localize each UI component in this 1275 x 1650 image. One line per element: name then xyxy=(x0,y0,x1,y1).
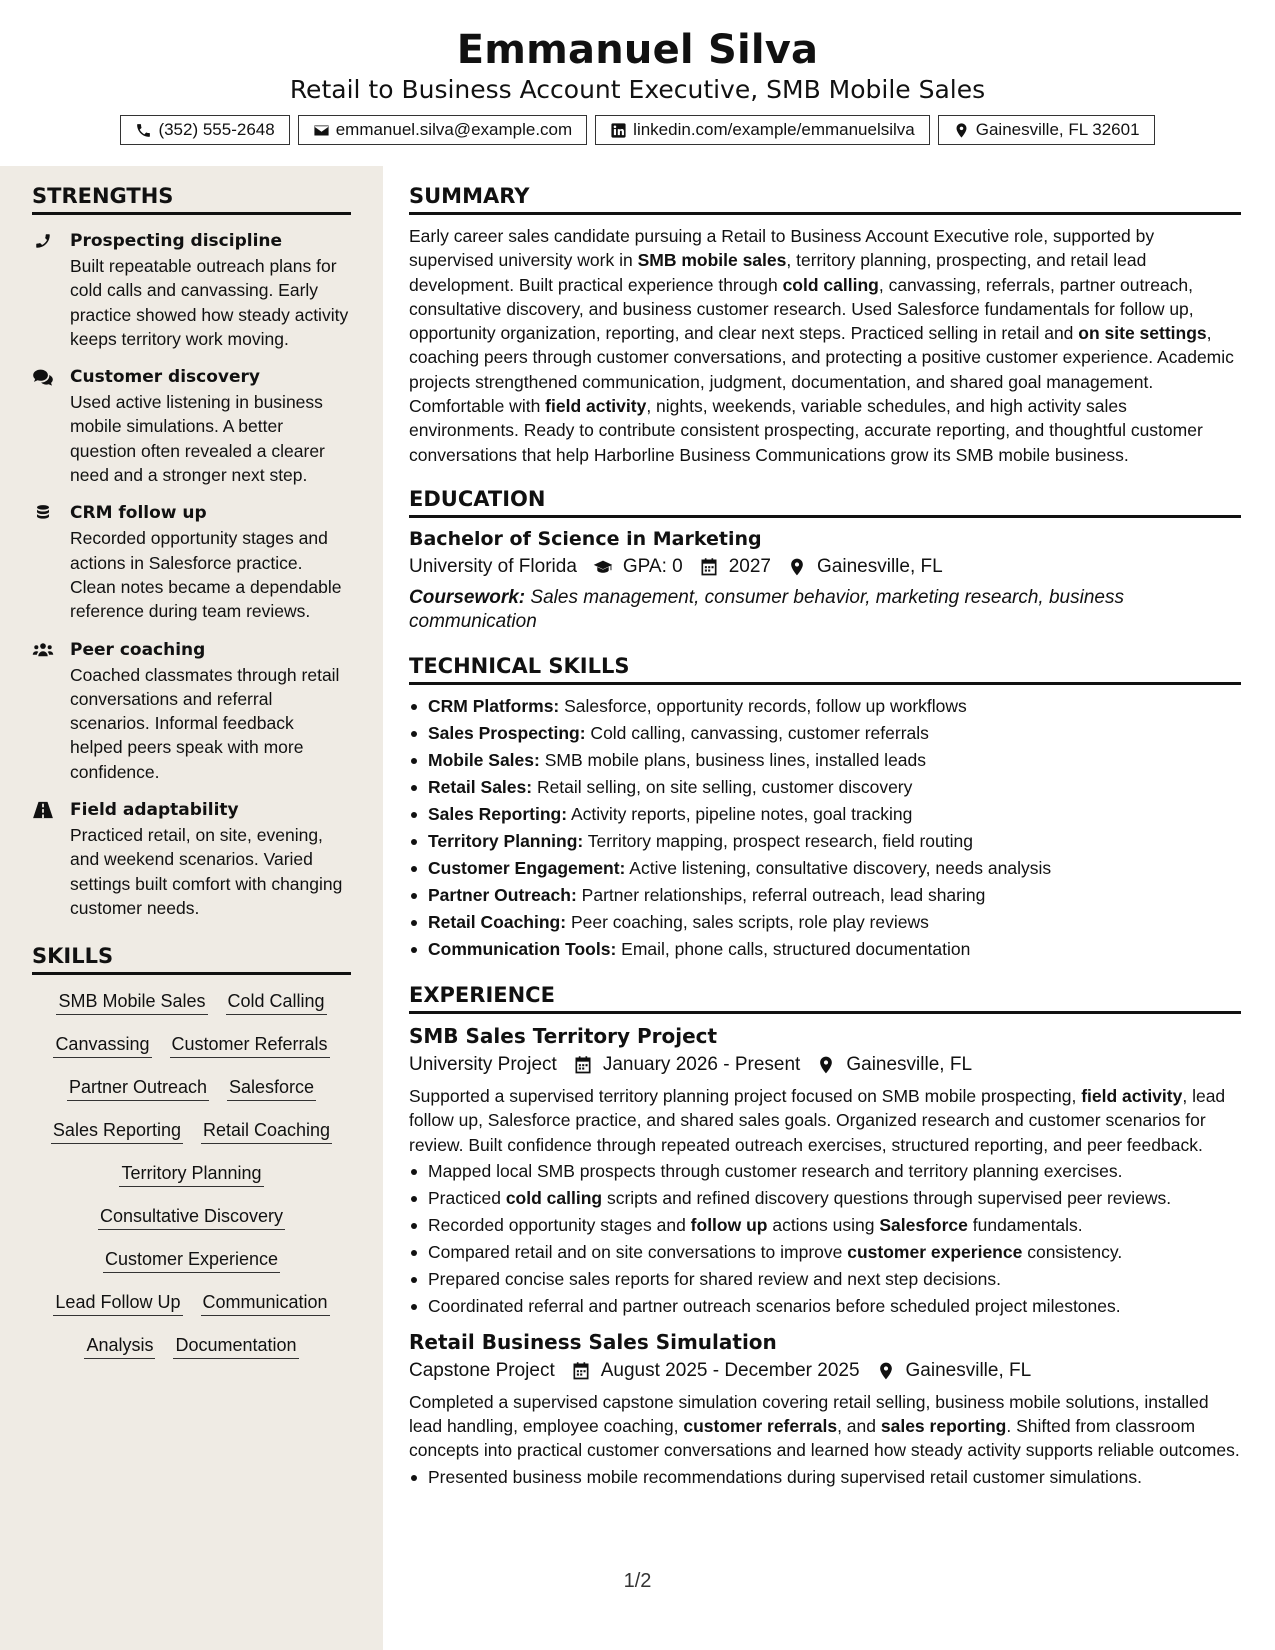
skills-heading: SKILLS xyxy=(32,942,351,975)
strength-desc: Used active listening in business mobile simulations. A better question often revealed a clearer need and a stronger next step. xyxy=(70,392,325,486)
page-number: 1/2 xyxy=(623,1570,652,1592)
strength-desc: Practiced retail, on site, evening, and weekend scenarios. Varied settings built comfort with changing customer needs. xyxy=(70,825,343,918)
summary-text xyxy=(409,224,1241,467)
list-item xyxy=(409,828,1241,855)
skill-tag: SMB Mobile Sales xyxy=(56,989,207,1015)
text-run: consistency. xyxy=(1022,1241,1123,1262)
job-bullets xyxy=(409,1158,1241,1320)
job-summary xyxy=(409,1390,1241,1463)
strength-item xyxy=(32,501,351,623)
emphasis-text: on site settings xyxy=(1078,323,1207,344)
linkedin-icon xyxy=(610,122,627,139)
list-item xyxy=(409,855,1241,882)
list-item xyxy=(409,882,1241,909)
contact-email-text: emmanuel.silva@example.com xyxy=(335,120,573,139)
database-icon xyxy=(32,504,54,522)
gpa: GPA: 0 xyxy=(622,555,683,577)
strengths-list xyxy=(32,229,351,920)
text-run: Coordinated referral and partner outreach scenarios before scheduled project milestones. xyxy=(428,1295,1121,1316)
skill-value: Activity reports, pipeline notes, goal tracking xyxy=(567,803,913,824)
list-item xyxy=(409,774,1241,801)
job-dates: January 2026 - Present xyxy=(602,1053,801,1075)
strength-item xyxy=(32,798,351,920)
strength-item xyxy=(32,365,351,487)
education-location: Gainesville, FL xyxy=(817,555,943,577)
strength-item xyxy=(32,229,351,351)
contact-phone-text: (352) 555-2648 xyxy=(158,120,275,139)
list-item xyxy=(409,1293,1241,1320)
skill-value: Active listening, consultative discovery, needs analysis xyxy=(625,857,1052,878)
list-item xyxy=(409,1266,1241,1293)
skill-label: Mobile Sales: xyxy=(428,749,540,770)
text-run: , and xyxy=(837,1416,881,1437)
skill-label: CRM Platforms: xyxy=(428,695,560,716)
text-run: , lead follow up, Salesforce practice, and shared sales goals. Organized research and customer scenarios for review. Built confidence through repeated outreach exercises, structured reporting, and peer feedback. xyxy=(409,1085,1226,1155)
users-icon xyxy=(32,641,54,659)
strength-desc: Built repeatable outreach plans for cold calls and canvassing. Early practice showed how steady activity keeps territory work moving. xyxy=(70,256,349,349)
skill-value: SMB mobile plans, business lines, installed leads xyxy=(539,749,927,770)
skill-tag: Sales Reporting xyxy=(51,1118,183,1144)
candidate-title: Retail to Business Account Executive, SMB Mobile Sales xyxy=(289,75,986,104)
contact-linkedin[interactable] xyxy=(595,115,930,145)
list-item xyxy=(409,693,1241,720)
calendar-icon xyxy=(573,1055,593,1075)
text-run: Completed a supervised capstone simulation covering retail selling, business mobile solutions, installed lead handling, employee coaching, xyxy=(409,1391,1209,1437)
skill-tag: Documentation xyxy=(173,1333,298,1359)
emphasis-text: customer experience xyxy=(847,1241,1023,1262)
list-item xyxy=(409,747,1241,774)
emphasis-text: field activity xyxy=(1081,1085,1183,1106)
text-run: fundamentals. xyxy=(967,1214,1083,1235)
text-run: Early career sales candidate pursuing a Retail to Business Account Executive role, supported by supervised university work in xyxy=(409,226,1155,271)
list-item xyxy=(409,1212,1241,1239)
text-run: actions using xyxy=(767,1214,880,1235)
graduation-cap-icon xyxy=(593,557,613,577)
sidebar xyxy=(0,166,383,1650)
contact-location-text: Gainesville, FL 32601 xyxy=(975,120,1140,139)
skill-label: Sales Prospecting: xyxy=(428,722,586,743)
skill-tag: Canvassing xyxy=(53,1032,151,1058)
job-bullets xyxy=(409,1464,1241,1491)
skill-label: Partner Outreach: xyxy=(428,884,577,905)
road-icon xyxy=(32,801,54,819)
text-run: Presented business mobile recommendations during supervised retail customer simulations. xyxy=(428,1466,1142,1487)
job-title: Retail Business Sales Simulation xyxy=(409,1329,777,1354)
technical-skills-heading: TECHNICAL SKILLS xyxy=(409,652,1241,685)
map-pin-icon xyxy=(953,122,970,139)
map-pin-icon xyxy=(876,1361,896,1381)
skill-value: Retail selling, on site selling, customer discovery xyxy=(532,776,913,797)
calendar-icon xyxy=(699,557,719,577)
skill-value: Salesforce, opportunity records, follow up workflows xyxy=(559,695,967,716)
list-item xyxy=(409,1158,1241,1185)
text-run: Compared retail and on site conversations to improve xyxy=(428,1241,848,1262)
skill-tag: Customer Referrals xyxy=(170,1032,330,1058)
job-org: University Project xyxy=(409,1053,557,1075)
contact-phone[interactable] xyxy=(120,115,289,145)
degree: Bachelor of Science in Marketing xyxy=(409,527,762,550)
strength-title: Prospecting discipline xyxy=(70,231,283,251)
graduation-year: 2027 xyxy=(728,555,772,577)
emphasis-text: Salesforce xyxy=(879,1214,968,1235)
education-heading: EDUCATION xyxy=(409,485,1241,518)
text-run: , territory planning, prospecting, and retail lead development. Built practical experience through xyxy=(409,250,1147,295)
emphasis-text: customer referrals xyxy=(683,1416,838,1437)
text-run: , nights, weekends, variable schedules, and high activity sales environments. Ready to contribute consistent prospecting, accurate reporting, and thoughtful customer conversations that help Harborline Business Communications grow its SMB mobile business. xyxy=(409,396,1203,465)
strengths-heading: STRENGTHS xyxy=(32,182,351,215)
list-item xyxy=(409,909,1241,936)
job-location: Gainesville, FL xyxy=(846,1053,973,1075)
summary-heading: SUMMARY xyxy=(409,182,1241,215)
job-meta xyxy=(409,1050,1241,1080)
technical-skills-list xyxy=(409,693,1241,963)
main-column xyxy=(409,166,1241,1491)
text-run: scripts and refined discovery questions through supervised peer reviews. xyxy=(602,1187,1172,1208)
text-run: . Shifted from classroom concepts into practical customer conversations and learned how steady activity supports reliable outcomes. xyxy=(409,1416,1240,1461)
resume-header xyxy=(0,0,1275,166)
calendar-icon xyxy=(571,1361,591,1381)
list-item xyxy=(409,1185,1241,1212)
skill-tag: Consultative Discovery xyxy=(98,1204,285,1230)
list-item xyxy=(409,720,1241,747)
list-item xyxy=(409,1239,1241,1266)
emphasis-text: cold calling xyxy=(505,1187,603,1208)
education-meta xyxy=(409,552,1241,582)
text-run: Recorded opportunity stages and xyxy=(428,1214,691,1235)
strength-item xyxy=(32,638,351,784)
skill-tag: Communication xyxy=(201,1290,330,1316)
coursework-label: Coursework: xyxy=(409,586,526,608)
contact-location xyxy=(938,115,1155,145)
text-run: Supported a supervised territory planning project focused on SMB mobile prospecting, xyxy=(409,1085,1082,1106)
text-run: Prepared concise sales reports for shared review and next step decisions. xyxy=(428,1268,1001,1289)
skill-tag: Retail Coaching xyxy=(201,1118,332,1144)
list-item xyxy=(409,801,1241,828)
emphasis-text: field activity xyxy=(545,396,647,417)
skill-tag: Analysis xyxy=(84,1333,155,1359)
strength-title: Customer discovery xyxy=(70,367,260,388)
job-entry xyxy=(409,1328,1241,1491)
skill-label: Sales Reporting: xyxy=(428,803,568,824)
skill-label: Customer Engagement: xyxy=(428,857,626,878)
comments-icon xyxy=(32,368,54,386)
skill-tag: Customer Experience xyxy=(103,1247,280,1273)
map-pin-icon xyxy=(787,557,807,577)
job-location: Gainesville, FL xyxy=(905,1359,1032,1381)
job-org: Capstone Project xyxy=(409,1359,555,1381)
coursework xyxy=(409,586,1241,634)
emphasis-text: cold calling xyxy=(782,274,879,295)
list-item xyxy=(409,1464,1241,1491)
skill-label: Communication Tools: xyxy=(428,938,617,959)
strength-title: Peer coaching xyxy=(70,639,206,660)
skill-value: Territory mapping, prospect research, field routing xyxy=(583,830,973,851)
strength-title: CRM follow up xyxy=(70,503,207,524)
emphasis-text: sales reporting xyxy=(880,1416,1007,1437)
skill-tag: Lead Follow Up xyxy=(53,1290,182,1316)
skills-tags xyxy=(32,989,351,1359)
skill-value: Peer coaching, sales scripts, role play reviews xyxy=(566,911,929,932)
candidate-name: Emmanuel Silva xyxy=(456,27,819,73)
skill-value: Partner relationships, referral outreach, lead sharing xyxy=(576,884,986,905)
emphasis-text: SMB mobile sales xyxy=(637,250,787,271)
skill-tag: Salesforce xyxy=(227,1075,316,1101)
phone-icon xyxy=(135,122,152,139)
job-meta xyxy=(409,1356,1241,1386)
text-run: Mapped local SMB prospects through customer research and territory planning exercises. xyxy=(428,1160,1123,1181)
emphasis-text: follow up xyxy=(690,1214,768,1235)
text-run: , canvassing, referrals, partner outreach, consultative discovery, and business customer research. Used Salesforce fundamentals for follow up, opportunity organization, reporting, and clear next steps. Practiced selling in retail and xyxy=(409,274,1194,344)
strength-title: Field adaptability xyxy=(70,800,239,821)
envelope-icon xyxy=(313,122,330,139)
skill-tag: Territory Planning xyxy=(119,1161,263,1187)
experience-heading: EXPERIENCE xyxy=(409,981,1241,1014)
skill-label: Retail Coaching: xyxy=(428,911,567,932)
skill-value: Email, phone calls, structured documentation xyxy=(616,938,971,959)
school: University of Florida xyxy=(409,555,577,577)
map-pin-icon xyxy=(816,1055,836,1075)
skill-value: Cold calling, canvassing, customer referrals xyxy=(585,722,929,743)
strength-desc: Recorded opportunity stages and actions in Salesforce practice. Clean notes became a dependable reference during team reviews. xyxy=(70,528,342,622)
text-run: Practiced xyxy=(428,1187,506,1208)
phone-icon xyxy=(32,232,54,250)
contact-email[interactable] xyxy=(298,115,587,145)
text-run: , coaching peers through customer conversations, and protecting a positive customer experience. Academic projects strengthened communication, judgment, documentation, and shared goal management. Comfortable with xyxy=(409,323,1234,417)
list-item xyxy=(409,936,1241,963)
skill-label: Retail Sales: xyxy=(428,776,533,797)
job-entry xyxy=(409,1022,1241,1320)
skill-label: Territory Planning: xyxy=(428,830,584,851)
job-dates: August 2025 - December 2025 xyxy=(600,1359,860,1381)
contact-bar xyxy=(0,115,1275,145)
skill-tag: Cold Calling xyxy=(226,989,327,1015)
job-summary xyxy=(409,1084,1241,1157)
coursework-text: Sales management, consumer behavior, marketing research, business communication xyxy=(409,586,1124,632)
skill-tag: Partner Outreach xyxy=(67,1075,209,1101)
strength-desc: Coached classmates through retail conversations and referral scenarios. Informal feedback helped peers speak with more confidence. xyxy=(70,664,340,782)
contact-linkedin-text: linkedin.com/example/emmanuelsilva xyxy=(633,120,915,139)
job-title: SMB Sales Territory Project xyxy=(409,1023,718,1048)
